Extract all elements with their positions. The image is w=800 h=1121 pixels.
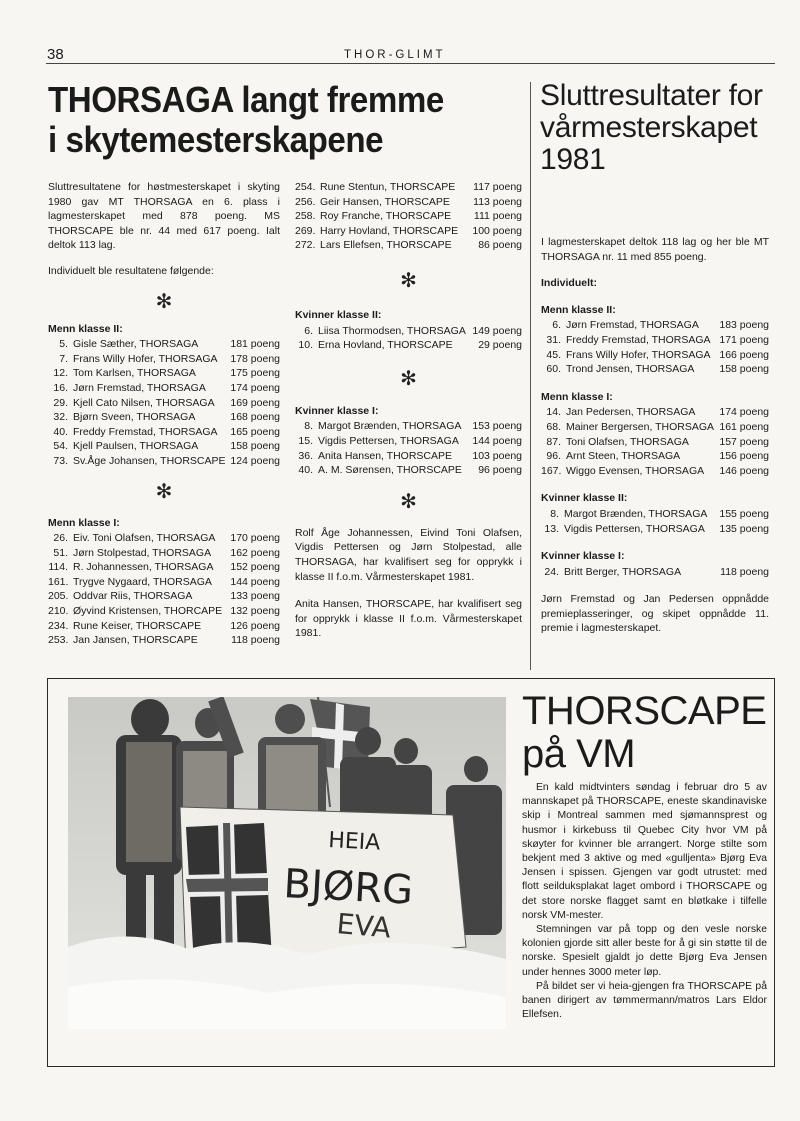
result-name: Kjell Paulsen, THORSAGA	[73, 440, 199, 453]
result-row	[541, 464, 769, 479]
result-row	[48, 546, 280, 561]
result-rank: 8.	[550, 507, 559, 520]
star-divider: ✻	[400, 269, 417, 292]
result-points: 144 poeng	[472, 434, 522, 447]
article3-headline-line-1: THORSCAPE	[522, 689, 767, 733]
result-name: Toni Olafsen, THORSAGA	[566, 435, 689, 448]
result-name: Jørn Fremstad, THORSAGA	[73, 381, 206, 394]
section-title: Kvinner klasse I:	[541, 550, 625, 563]
result-rank: 40.	[53, 425, 68, 438]
result-name: Erna Hovland, THORSCAPE	[318, 339, 453, 352]
results-list	[541, 318, 769, 376]
result-points: 168 poeng	[230, 411, 280, 424]
result-row	[541, 405, 769, 420]
result-name: Tom Karlsen, THORSAGA	[73, 367, 196, 380]
result-row	[48, 425, 280, 440]
result-points: 158 poeng	[230, 440, 280, 453]
result-name: Frans Willy Hofer, THORSAGA	[73, 352, 218, 365]
opprykk-paragraph-1: Rolf Åge Johannessen, Eivind Toni Olafsen, Vigdis Pettersen og Jørn Stolpestad, alle THORSAGA, har kvalifisert seg for opprykk i klasse II f.o.m. Vårmesterskapet 1981.	[295, 526, 522, 583]
result-points: 152 poeng	[230, 561, 280, 574]
result-points: 29 poeng	[478, 339, 522, 352]
result-points: 157 poeng	[719, 435, 769, 448]
opprykk-paragraph-2: Anita Hansen, THORSCAPE, har kvalifisert seg for opprykk i klasse II f.o.m. Vårmesterskapet 1981.	[295, 598, 522, 640]
result-name: Jan Jansen, THORSCAPE	[73, 634, 198, 647]
result-name: Freddy Fremstad, THORSAGA	[566, 333, 711, 346]
result-row	[541, 565, 769, 580]
result-row	[48, 589, 280, 604]
result-name: Arnt Steen, THORSAGA	[566, 450, 681, 463]
section-title: Menn klasse II:	[48, 322, 123, 335]
result-rank: 210.	[48, 605, 69, 618]
individuelt-intro: Individuelt ble resultatene følgende:	[48, 264, 214, 277]
result-rank: 161.	[48, 575, 69, 588]
result-rank: 258.	[295, 210, 316, 223]
result-row	[48, 454, 280, 469]
results-list	[295, 324, 522, 353]
result-points: 158 poeng	[719, 363, 769, 376]
result-rank: 6.	[552, 319, 561, 332]
results-list	[541, 565, 769, 580]
result-points: 113 poeng	[473, 195, 522, 208]
results-list	[295, 419, 522, 477]
result-rank: 205.	[48, 590, 69, 603]
article1-intro: Sluttresultatene for høstmesterskapet i skyting 1980 gav MT THORSAGA en 6. plass i lagmesterskapet med 878 poeng. MS THORSCAPE ble nr. 44 med 617 poeng. Ialt deltok 113 lag.	[48, 181, 280, 252]
result-row	[295, 449, 522, 464]
result-row	[541, 522, 769, 537]
result-rank: 254.	[295, 181, 316, 193]
result-name: R. Johannessen, THORSAGA	[73, 561, 214, 574]
article3-paragraph-1: En kald midtvinters søndag i februar dro 5 av mannskapet på THORSCAPE, eneste skandinaviske skip i Montreal sammen med sjømannsprest og husmor i kirkebuss til Quebec City hvor VM på skøyter for kvinner ble arrangert. Norge stilte som bekjent med 3 aktive og med «gulljenta» Bjørg Eva Jensen i spissen. Gjengen var godt utrustet: med flott seilduksplakat laget ombord i THORSCAPE og det store norske flagget samt en bløtkake i tilfelle norsk VM-mester.	[522, 782, 767, 921]
result-name: Sv.Åge Johansen, THORSCAPE	[73, 454, 226, 467]
result-rank: 40.	[298, 464, 313, 477]
result-name: Øyvind Kristensen, THORCAPE	[73, 605, 223, 618]
result-points: 126 poeng	[230, 619, 280, 632]
result-points: 166 poeng	[719, 348, 769, 361]
results-list	[541, 405, 769, 478]
headline-line-2: i skytemesterskapene	[48, 119, 384, 160]
result-row	[295, 419, 522, 434]
result-rank: 114.	[48, 561, 68, 574]
star-divider: ✻	[400, 490, 417, 513]
result-row	[48, 575, 280, 590]
result-points: 165 poeng	[230, 425, 280, 438]
result-name: Freddy Fremstad, THORSAGA	[73, 425, 218, 438]
result-rank: 24.	[544, 565, 559, 578]
result-points: 170 poeng	[230, 532, 280, 545]
result-name: Kjell Cato Nilsen, THORSAGA	[73, 396, 215, 409]
page-number: 38	[47, 46, 64, 63]
result-rank: 5.	[59, 338, 68, 351]
result-name: Jørn Stolpestad, THORSAGA	[73, 546, 212, 559]
result-row	[48, 531, 280, 546]
result-points: 86 poeng	[478, 239, 522, 252]
result-name: Trygve Nygaard, THORSAGA	[73, 575, 212, 588]
result-name: A. M. Sørensen, THORSCAPE	[318, 464, 462, 477]
result-rank: 269.	[295, 224, 316, 237]
result-rank: 13.	[544, 522, 559, 535]
result-name: Mainer Bergersen, THORSAGA	[566, 420, 715, 433]
banner-text-eva: EVA	[335, 907, 393, 945]
result-row	[48, 352, 280, 367]
photo-illustration	[68, 697, 506, 1029]
result-points: 146 poeng	[719, 464, 769, 477]
result-row	[541, 318, 769, 333]
article3-paragraph-2: Stemningen var på topp og den vesle norske kolonien gjorde sitt aller beste for å gi sin støtte til de norske. Spesielt gjaldt jo dette Bjørg Eva Jensen under hennes 3000 meter løp.	[522, 924, 767, 978]
result-row	[541, 362, 769, 377]
result-row	[295, 463, 522, 478]
result-points: 174 poeng	[230, 381, 280, 394]
article1-headline	[48, 80, 490, 160]
result-row	[295, 238, 522, 253]
result-row	[541, 333, 769, 348]
result-name: Gisle Sæther, THORSAGA	[73, 338, 199, 351]
result-points: 118 poeng	[231, 634, 280, 647]
result-points: 103 poeng	[472, 449, 522, 462]
result-row	[48, 396, 280, 411]
result-points: 100 poeng	[472, 224, 522, 237]
result-rank: 14.	[546, 406, 561, 419]
result-row	[295, 224, 522, 239]
result-name: Frans Willy Hofer, THORSAGA	[566, 348, 711, 361]
result-rank: 7.	[59, 352, 68, 365]
result-row	[48, 410, 280, 425]
result-rank: 36.	[298, 449, 313, 462]
result-row	[295, 195, 522, 210]
result-points: 181 poeng	[230, 338, 280, 351]
article3-headline-line-2: på VM	[522, 732, 636, 776]
section-title: Menn klasse I:	[541, 390, 613, 403]
star-divider: ✻	[155, 290, 173, 313]
result-rank: 253.	[48, 634, 69, 647]
section-title: Kvinner klasse II:	[541, 492, 628, 505]
result-rank: 31.	[546, 333, 561, 346]
result-points: 162 poeng	[230, 546, 280, 559]
result-row	[541, 435, 769, 450]
result-points: 149 poeng	[472, 324, 522, 337]
results-list	[48, 337, 280, 468]
banner-text-bjorg: BJØRG	[282, 861, 415, 914]
result-row	[48, 604, 280, 619]
headline-line-1: THORSAGA langt fremme	[48, 79, 444, 120]
article2-intro: I lagmesterskapet deltok 118 lag og her ble MT THORSAGA nr. 11 med 855 poeng.	[541, 236, 769, 263]
section-title: Menn klasse I:	[48, 516, 120, 529]
result-row	[295, 324, 522, 339]
result-points: 117 poeng	[473, 181, 522, 193]
result-points: 169 poeng	[230, 396, 280, 409]
result-name: Roy Franche, THORSCAPE	[320, 210, 452, 223]
result-rank: 32.	[53, 411, 68, 424]
result-rank: 16.	[53, 381, 68, 394]
results-list	[48, 531, 280, 648]
result-name: Geir Hansen, THORSCAPE	[320, 195, 450, 208]
result-points: 144 poeng	[230, 575, 280, 588]
result-points: 118 poeng	[720, 565, 769, 578]
result-row	[48, 560, 280, 575]
result-row	[48, 337, 280, 352]
result-rank: 234.	[48, 619, 69, 632]
result-rank: 10.	[298, 339, 313, 352]
team-photo	[68, 697, 506, 1029]
article3-body	[522, 781, 767, 1022]
results-list	[295, 180, 522, 253]
star-divider: ✻	[400, 367, 417, 390]
result-row	[48, 619, 280, 634]
header-rule	[46, 63, 775, 64]
result-points: 156 poeng	[719, 450, 769, 463]
result-points: 171 poeng	[719, 333, 769, 346]
result-row	[541, 449, 769, 464]
result-rank: 167.	[541, 464, 562, 477]
result-rank: 15.	[298, 434, 313, 447]
running-head: THOR-GLIMT	[344, 49, 446, 61]
result-row	[295, 209, 522, 224]
result-name: Trond Jensen, THORSAGA	[566, 363, 695, 376]
result-name: Britt Berger, THORSAGA	[564, 565, 682, 578]
result-name: Anita Hansen, THORSCAPE	[318, 449, 453, 462]
result-name: Wiggo Evensen, THORSAGA	[566, 464, 705, 477]
result-row	[541, 507, 769, 522]
result-rank: 6.	[304, 324, 313, 337]
individuelt-label: Individuelt:	[541, 277, 597, 290]
result-name: Harry Hovland, THORSCAPE	[320, 224, 459, 237]
result-name: Rune Stentun, THORSCAPE	[320, 181, 456, 193]
result-name: Liisa Thormodsen, THORSAGA	[318, 324, 466, 337]
result-rank: 54.	[53, 440, 68, 453]
result-rank: 68.	[546, 420, 561, 433]
article2-closing: Jørn Fremstad og Jan Pedersen oppnådde premieplasseringer, og skipet oppnådde 11. premie i lagmesterskapet.	[541, 593, 769, 635]
section-title: Kvinner klasse II:	[295, 308, 382, 321]
result-rank: 8.	[304, 420, 313, 433]
section-title: Menn klasse II:	[541, 303, 616, 316]
result-name: Rune Keiser, THORSCAPE	[73, 619, 202, 632]
result-points: 183 poeng	[719, 319, 769, 332]
result-name: Lars Ellefsen, THORSCAPE	[320, 239, 452, 252]
result-rank: 45.	[546, 348, 561, 361]
result-points: 111 poeng	[473, 210, 522, 223]
result-rank: 12.	[53, 367, 68, 380]
article1-column-2	[295, 180, 522, 641]
result-rank: 26.	[53, 532, 68, 545]
result-rank: 51.	[53, 546, 68, 559]
result-rank: 60.	[546, 363, 561, 376]
result-points: 132 poeng	[230, 605, 280, 618]
result-name: Margot Brænden, THORSAGA	[318, 420, 462, 433]
result-points: 174 poeng	[719, 406, 769, 419]
result-rank: 256.	[295, 195, 316, 208]
result-row	[48, 439, 280, 454]
results-list	[541, 507, 769, 536]
article2-headline: Sluttresultater for vårmesterskapet 1981	[540, 79, 763, 176]
result-row	[295, 338, 522, 353]
result-points: 133 poeng	[230, 590, 280, 603]
result-name: Eiv. Toni Olafsen, THORSAGA	[73, 532, 216, 545]
result-name: Vigdis Pettersen, THORSAGA	[318, 434, 459, 447]
result-name: Jørn Fremstad, THORSAGA	[566, 319, 699, 332]
result-name: Oddvar Riis, THORSAGA	[73, 590, 193, 603]
result-points: 96 poeng	[478, 464, 522, 477]
result-points: 161 poeng	[719, 420, 769, 433]
star-divider: ✻	[155, 480, 173, 503]
result-points: 124 poeng	[230, 454, 280, 467]
result-row	[48, 366, 280, 381]
result-points: 175 poeng	[230, 367, 280, 380]
result-name: Jan Pedersen, THORSAGA	[566, 406, 696, 419]
article2-column	[541, 235, 769, 636]
result-name: Margot Brænden, THORSAGA	[564, 507, 708, 520]
result-row	[541, 348, 769, 363]
section-title: Kvinner klasse I:	[295, 404, 379, 417]
article1-column-1	[48, 180, 280, 648]
result-points: 178 poeng	[230, 352, 280, 365]
result-rank: 29.	[53, 396, 68, 409]
banner-text-heia: HEIA	[327, 828, 381, 856]
result-name: Vigdis Pettersen, THORSAGA	[564, 522, 705, 535]
result-row	[295, 434, 522, 449]
result-rank: 96.	[546, 450, 561, 463]
article3-paragraph-3: På bildet ser vi heia-gjengen fra THORSCAPE på banen dirigert av tømmermann/matros Lars Eldor Ellefsen.	[522, 980, 767, 1021]
result-row	[541, 420, 769, 435]
result-points: 153 poeng	[472, 420, 522, 433]
result-points: 135 poeng	[719, 522, 769, 535]
result-name: Bjørn Sveen, THORSAGA	[73, 411, 196, 424]
result-rank: 272.	[295, 239, 316, 252]
result-rank: 73.	[53, 454, 68, 467]
result-row	[295, 180, 522, 195]
result-row	[48, 633, 280, 648]
article3-headline	[522, 690, 767, 776]
result-points: 155 poeng	[719, 507, 769, 520]
result-row	[48, 381, 280, 396]
result-rank: 87.	[546, 435, 561, 448]
column-divider	[530, 82, 531, 670]
